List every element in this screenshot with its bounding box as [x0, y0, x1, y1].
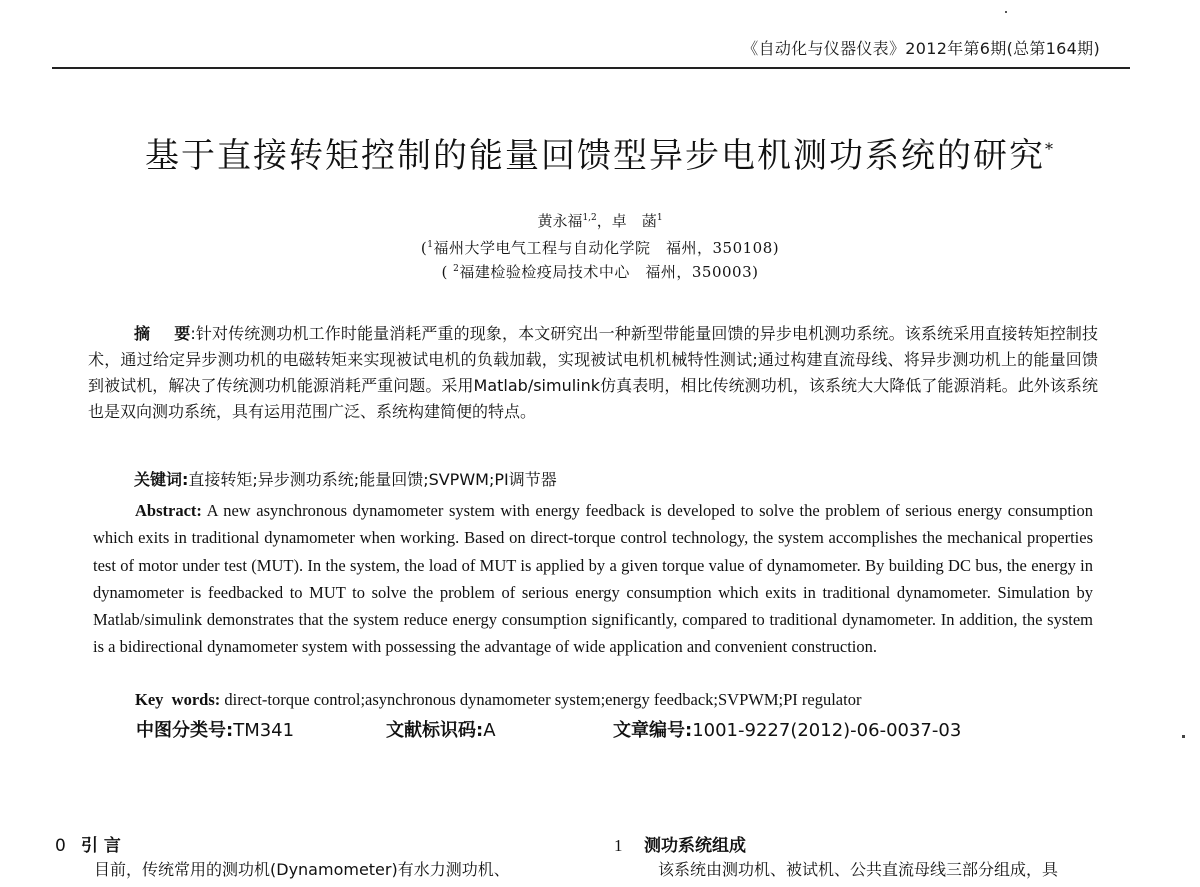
keywords-en-text: direct-torque control;asynchronous dynamometer system;energy feedback;SVPWM;PI regulator [224, 690, 862, 709]
title-footnote-mark: * [1045, 139, 1055, 159]
author-list [0, 210, 1200, 231]
keywords-en-label: Key words: [135, 690, 221, 709]
affil-mark: 2 [453, 264, 460, 274]
header-rule [52, 67, 1130, 69]
clc-number: 中图分类号:TM341 [136, 720, 295, 741]
author-affil-mark: 1 [656, 213, 663, 223]
keywords-chinese [134, 467, 557, 490]
affil-text: 福建检验检疫局技术中心 福州，350003 [459, 263, 753, 281]
section-text-introduction: 目前，传统常用的测功机(Dynamometer)有水力测功机、 [94, 860, 510, 879]
article-number: 文章编号:1001-9227(2012)-06-0037-03 [613, 720, 962, 741]
author-name: 黄永福 [537, 212, 583, 230]
abstract-english [93, 497, 1093, 661]
abstract-en-label: Abstract: [135, 501, 202, 520]
abstract-chinese [88, 321, 1098, 425]
affiliation-2: ( $^2$福建检验检疫局技术中心 福州，350003) [441, 263, 759, 281]
journal-header: 《自动化与仪器仪表》2012年第6期(总第164期) [742, 39, 1100, 58]
author-name: 卓 菡 [611, 212, 657, 230]
keywords-cn-text: 直接转矩;异步测功系统;能量回馈;SVPWM;PI调节器 [188, 470, 557, 489]
keywords-english [135, 690, 861, 710]
affiliation-1: ($^1$福州大学电气工程与自动化学院 福州，350108) [420, 239, 780, 257]
abstract-en-text: A new asynchronous dynamometer system with energy feedback is developed to solve the problem of serious energy consumption which exits in traditional dynamometer when working. Based on direct-torque control technology, the system accomplishes the mechanical properties test of motor under test (MUT). In the system, the load of MUT is applied by a given torque value of dynamometer. By building DC bus, the energy in dynamometer is feedbacked to MUT to solve the problem of serious energy consumption which exits in traditional dynamometer. Simulation by Matlab/simulink demonstrates that the system reduce energy consumption significantly, compared to traditional dynamometer. In addition, the system is a bidirectional dynamometer system with possessing the advantage of wide application and convenient construction. [93, 501, 1094, 657]
keywords-cn-label: 关键词: [134, 470, 189, 489]
section-heading-system-composition: 1 测功系统组成 [614, 836, 746, 856]
section-text-system-composition: 该系统由测功机、被试机、公共直流母线三部分组成，具 [658, 860, 1059, 879]
author-affil-mark: 1,2 [582, 213, 597, 223]
document-code: 文献标识码:A [386, 720, 496, 741]
abstract-cn-label: 摘 要 [134, 324, 191, 343]
paper-title [0, 128, 1200, 177]
author-separator: ， [596, 212, 612, 230]
section-heading-introduction: 0 引 言 [55, 836, 121, 856]
scan-speck [1005, 11, 1007, 13]
scan-speck [1182, 735, 1185, 738]
affil-mark: 1 [427, 240, 434, 250]
abstract-cn-colon: : [190, 324, 196, 343]
abstract-cn-text: 针对传统测功机工作时能量消耗严重的现象，本文研究出一种新型带能量回馈的异步电机测功系统。该系统采用直接转矩控制技术，通过给定异步测功机的电磁转矩来实现被试电机的负载加载，实现被试电机机械特性测试;通过构建直流母线、将异步测功机上的能量回馈到被试机，解决了传统测功机能源消耗严重问题。采用Matlab/simulink仿真表明，相比传统测功机，该系统大大降低了能源消耗。此外该系统也是双向测功系统，具有运用范围广泛、系统构建简便的特点。 [88, 324, 1098, 421]
title-text: 基于直接转矩控制的能量回馈型异步电机测功系统的研究 [145, 136, 1045, 176]
affil-text: 福州大学电气工程与自动化学院 福州，350108 [433, 239, 773, 257]
